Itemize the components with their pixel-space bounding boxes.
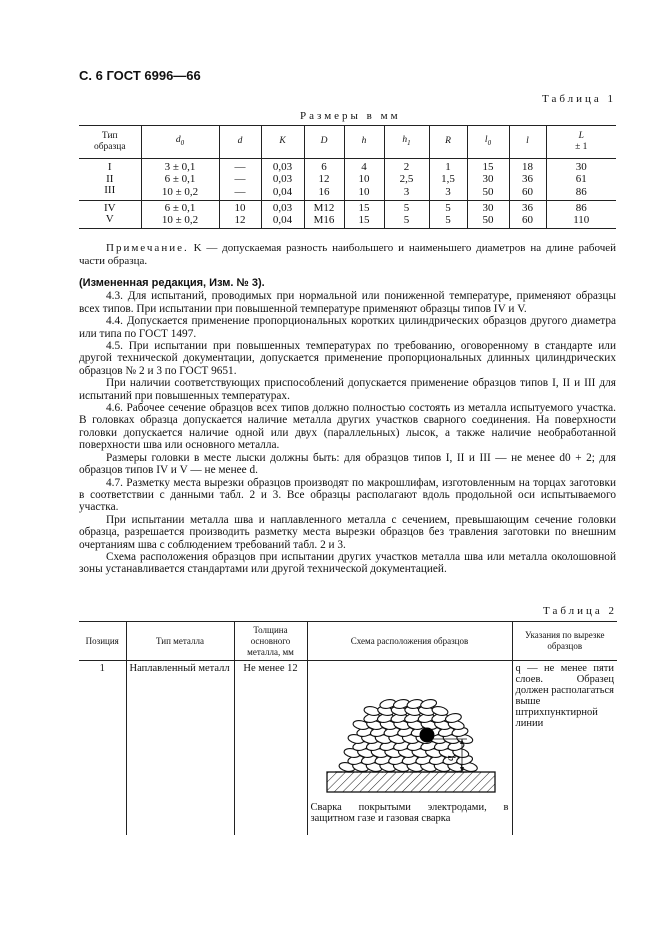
- table1: [79, 125, 616, 229]
- table1-cell: 110: [546, 214, 616, 228]
- table2: [79, 621, 617, 835]
- table1-cell: —: [219, 159, 261, 174]
- specimen-position-dot: [419, 728, 434, 743]
- table1-col-d: d: [219, 126, 261, 159]
- table1-cell: 5: [429, 200, 467, 214]
- table1-cell: 30: [546, 159, 616, 174]
- table1-cell: 86: [546, 200, 616, 214]
- table1-cell: 12: [219, 214, 261, 228]
- table1-cell: 36: [509, 200, 546, 214]
- base-metal-plate: [327, 772, 495, 792]
- d0-subscript: 0: [180, 138, 185, 147]
- table1-cell: IV: [79, 200, 141, 214]
- table1-cell: 1,5: [429, 174, 467, 186]
- table1-caption: Таблица 1: [542, 93, 617, 105]
- scheme-caption: Сварка покрытыми электродами, в защитном газе и газовая сварка: [310, 802, 509, 824]
- table1-cell: 0,03: [261, 174, 304, 186]
- table1-cell: —: [219, 185, 261, 200]
- table2-cell-metal: Наплавленный металл: [126, 661, 234, 836]
- paragraph: 4.3. Для испытаний, проводимых при нормальной или пониженной температуре, применяют образцы всех типов. При испытании при повышенной температуре применяют образцы типов IV и V.: [79, 290, 616, 315]
- table1-cell: 61: [546, 174, 616, 186]
- table2-col-scheme: Схема расположения образцов: [307, 622, 512, 661]
- table1-cell: 1: [429, 159, 467, 174]
- paragraph: Схема расположения образцов при испытании других участков металла шва или металла околошовной зоны устанавливается стандартами или другой технической документацией.: [79, 550, 616, 576]
- table2-cell-guidance: q — не менее пяти слоев. Образец должен располагаться выше штрихпунктирной линии: [512, 661, 617, 836]
- table1-cell: 3: [429, 185, 467, 200]
- table1-cell: 30: [467, 200, 509, 214]
- table1-col-h: h: [344, 126, 384, 159]
- table1-cell: II: [106, 172, 114, 185]
- table1-cell: 86: [546, 185, 616, 200]
- paragraph: 4.7. Разметку места вырезки образцов производят по макрошлифам, изготовленным на торцах заготовки в соответствии с данными табл. 2 и 3. Все образцы располагают вдоль продольной оси испытываемого участка.: [79, 476, 616, 514]
- table1-cell: 4: [344, 159, 384, 174]
- table1-cell: 0,03: [261, 159, 304, 174]
- table1-cell: 3: [384, 185, 429, 200]
- table1-cell: 16: [304, 185, 344, 200]
- table1-cell: 6 ± 0,1: [141, 174, 219, 186]
- table1-cell: 10 ± 0,2: [141, 214, 219, 228]
- table2-col-position: Позиция: [79, 622, 126, 661]
- table1-cell: 30: [467, 174, 509, 186]
- table1-cell: 36: [509, 174, 546, 186]
- table1-cell: V: [79, 214, 141, 228]
- table1-cell: 0,04: [261, 214, 304, 228]
- table1-cell: 60: [509, 214, 546, 228]
- table1-cell: 5: [384, 214, 429, 228]
- weld-scheme-diagram: [317, 673, 507, 798]
- table1-cell: 50: [467, 214, 509, 228]
- table2-col-thickness: Толщина основного металла, мм: [234, 622, 307, 661]
- table1-col-l0: $l_0$: [467, 126, 509, 159]
- table1-cell: 2,5: [384, 174, 429, 186]
- table1-col-r: R: [429, 126, 467, 159]
- table1-cell: —: [219, 174, 261, 186]
- table2-header-row: [79, 622, 617, 661]
- note-label: Примечание.: [106, 242, 189, 254]
- table1-cell: 50: [467, 185, 509, 200]
- table2-cell-thickness: Не менее 12: [234, 661, 307, 836]
- paragraph: 4.6. Рабочее сечение образцов всех типов должно полностью состоять из металла испытуемого участка. В головках образца допускается наличие металла других участков сварного соединения. На поверхности головки допускается наличие одной или двух (параллельных) лысок, а также наличие необработанной поверхности шва или основного металла.: [79, 402, 616, 452]
- table1-row: [79, 214, 616, 228]
- table2-caption: Таблица 2: [543, 605, 618, 617]
- paragraph: Размеры головки в месте лыски должны быть: для образцов типов I, II и III — не менее d0 + 2; для образцов типов IV и V — не менее d.: [79, 451, 616, 477]
- paragraph: 4.4. Допускается применение пропорциональных коротких цилиндрических образцов другого диаметра или типа по ГОСТ 1497.: [79, 315, 616, 340]
- table1-cell: M16: [304, 214, 344, 228]
- table1-cell: 10: [344, 185, 384, 200]
- page-header: С. 6 ГОСТ 6996—66: [79, 68, 201, 83]
- paragraph: 4.5. При испытании при повышенных температурах по требованию, оговоренному в стандарте или другой технической документации, допускается применение пропорциональных длинных цилиндрических образцов № 2 и 3 по ГОСТ 9651.: [79, 340, 616, 377]
- table1-cell: 5: [429, 214, 467, 228]
- table2-col-guidance: Указания по вырезке образцов: [512, 622, 617, 661]
- paragraph: При испытании металла шва и наплавленного металла с сечением, превышающим сечение головки образца, разрешается производить разметку места вырезки образцов без травления заготовки по внешним очертаниям шва с соблюдением требований табл. 2 и 3.: [79, 513, 616, 551]
- table1-col-k: K: [261, 126, 304, 159]
- table1-note: [79, 242, 616, 268]
- table1-units: Размеры в мм: [300, 110, 401, 122]
- table1-cell: 3 ± 0,1: [141, 159, 219, 174]
- table2-cell-position: 1: [79, 661, 126, 836]
- table1-col-d0: $d_0$: [141, 126, 219, 159]
- table1-col-l: l: [509, 126, 546, 159]
- table1-col-ll: L ± 1: [546, 126, 616, 159]
- table1-cell: 6: [304, 159, 344, 174]
- table1-cell: I: [107, 161, 112, 173]
- table1-cell: 15: [344, 214, 384, 228]
- table1-cell: M12: [304, 200, 344, 214]
- weld-beads: [338, 698, 478, 773]
- table1-col-dd: D: [304, 126, 344, 159]
- table1-cell: 2: [384, 159, 429, 174]
- table1-cell: III: [104, 184, 116, 196]
- body-text: [79, 277, 616, 576]
- table1-cell: 60: [509, 185, 546, 200]
- table1-cell: 15: [467, 159, 509, 174]
- paragraph: При наличии соответствующих приспособлений допускается применение образцов типов I, II и III для испытаний при повышенных температурах.: [79, 377, 616, 402]
- table1-row: [79, 159, 616, 174]
- note-text: K — допускаемая разность наибольшего и наименьшего диаметров на длине рабочей части образца.: [79, 242, 617, 267]
- table2-row: [79, 661, 617, 836]
- table1-cell: 6 ± 0,1: [141, 200, 219, 214]
- table1-cell: 10 ± 0,2: [141, 185, 219, 200]
- table2-col-metal: Тип металла: [126, 622, 234, 661]
- table1-col-h1: $h_1$: [384, 126, 429, 159]
- table1-col-type: Тип образца: [79, 126, 141, 159]
- table1-header-row: [79, 126, 616, 159]
- table1-cell: 5: [384, 200, 429, 214]
- table1-cell: 12: [304, 174, 344, 186]
- amendment-note: (Измененная редакция, Изм. № 3).: [79, 277, 265, 289]
- table1-cell: 0,03: [261, 200, 304, 214]
- table1-row: [79, 185, 616, 200]
- table1-cell: 10: [219, 200, 261, 214]
- table1-cell: 0,04: [261, 185, 304, 200]
- table2-cell-scheme: [307, 661, 512, 836]
- table1-cell: 15: [344, 200, 384, 214]
- table1-row: [79, 200, 616, 214]
- q-label: q: [443, 755, 456, 761]
- table1-cell: 18: [509, 159, 546, 174]
- table1-row: [79, 174, 616, 186]
- table1-cell: 10: [344, 174, 384, 186]
